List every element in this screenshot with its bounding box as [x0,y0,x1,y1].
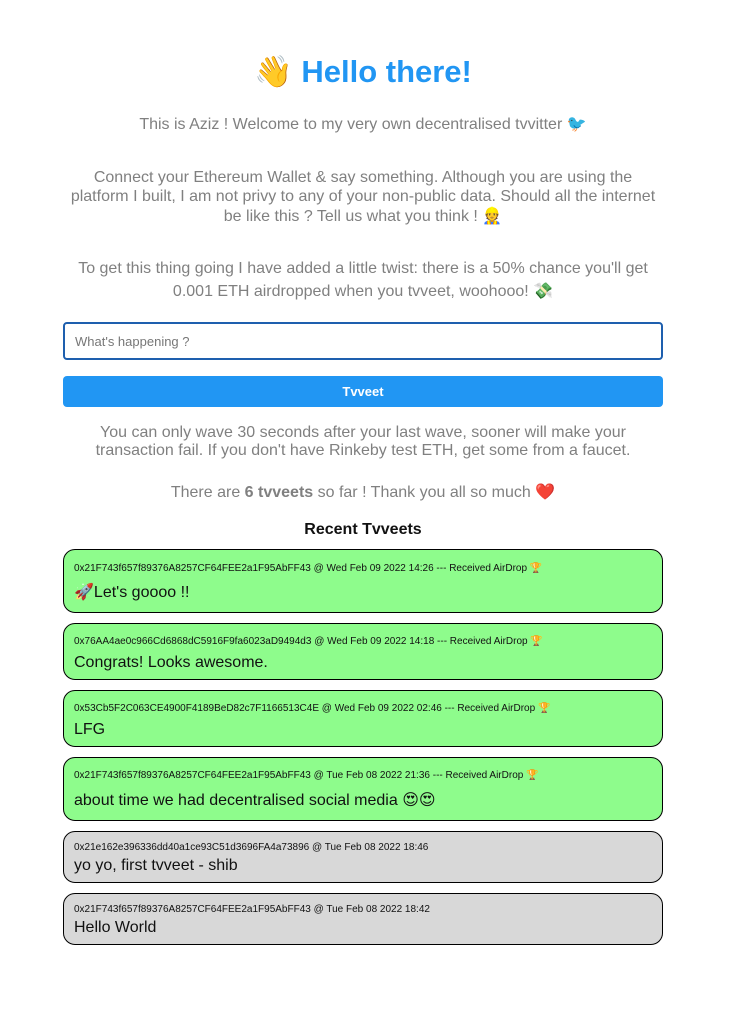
rate-limit-notice: You can only wave 30 seconds after your last wave, sooner will make your transaction fail. If you don't have Rinkeby test ETH, get some from a faucet. [95,424,631,459]
tweet-meta [74,770,652,782]
tweet-message: about time we had decentralised social media 😍😍 [74,792,436,809]
construction-worker-icon: 👷 [482,206,503,225]
heart-icon: ❤️ [535,482,556,501]
trophy-icon: 🏆 [526,770,539,781]
tweet-message: yo yo, first tvveet - shib [74,857,238,874]
tweet-meta-text: 0x21F743f657f89376A8257CF64FEE2a1F95AbFF43 @ Wed Feb 09 2022 14:26 --- Received AirDrop [74,563,528,574]
recent-tweets-heading: Recent Tvveets [304,521,422,538]
tweet-meta [74,636,652,648]
tweet-message: Hello World [74,919,157,936]
bird-icon: 🐦 [566,114,587,133]
privacy-paragraph-body: Connect your Ethereum Wallet & say something. Although you are using the platform I built, I am not privy to any of your non-public data. Should all the internet be like this ? Tell us what you think ! [70,169,656,225]
privacy-paragraph [69,168,657,226]
tweet-meta-text: 0x21F743f657f89376A8257CF64FEE2a1F95AbFF43 @ Tue Feb 08 2022 21:36 --- Received AirDrop [74,770,524,781]
tweet-count-suffix: so far ! Thank you all so much [313,484,531,501]
page-title [63,50,663,94]
tweet-card [63,690,663,747]
trophy-icon: 🏆 [537,703,551,714]
tweet-list [63,549,663,945]
tweet-count-line [63,481,663,504]
trophy-icon: 🏆 [530,636,543,647]
tweet-card [63,831,663,883]
tweet-message: Congrats! Looks awesome. [74,654,268,671]
trophy-icon: 🏆 [529,563,543,574]
tweet-meta-text: 0x76AA4ae0c966Cd6868dC5916F9fa6023aD9494d3 @ Wed Feb 09 2022 14:18 --- Received AirDrop [74,636,528,647]
tweet-card [63,549,663,613]
welcome-text [63,114,663,135]
tweet-meta [74,842,652,854]
tweet-card [63,893,663,945]
money-wings-icon: 💸 [533,281,554,300]
main-container [63,0,663,955]
tweet-count-prefix: There are [170,484,245,501]
welcome-text-body: This is Aziz ! Welcome to my very own decentralised tvvitter [139,116,563,133]
page-title-text: Hello there! [301,54,472,89]
tweet-card [63,757,663,821]
tweet-meta-text: 0x53Cb5F2C063CE4900F4189BeD82c7F1166513C4E @ Wed Feb 09 2022 02:46 --- Received AirDrop [74,703,536,714]
tweet-button[interactable]: Tvveet [63,376,663,407]
waving-hand-icon: 👋 [254,54,293,90]
tweet-input[interactable] [63,322,663,360]
tweet-message: LFG [74,721,106,738]
tweet-meta-text: 0x21F743f657f89376A8257CF64FEE2a1F95AbFF43 @ Tue Feb 08 2022 18:42 [74,904,430,915]
airdrop-paragraph-body: To get this thing going I have added a little twist: there is a 50% chance you'll get 0.001 ETH airdropped when you tvveet, woohooo! [78,260,648,300]
tweet-meta [74,563,652,575]
airdrop-paragraph [63,258,663,303]
tweet-card [63,623,663,680]
tweet-meta-text: 0x21e162e396336dd40a1ce93C51d3696FA4a73896 @ Tue Feb 08 2022 18:46 [74,842,429,853]
tweet-meta [74,904,652,916]
tweet-message: 🚀Let's goooo !! [74,584,190,601]
tweet-count: 6 tvveets [244,484,314,501]
tweet-meta [74,703,652,715]
